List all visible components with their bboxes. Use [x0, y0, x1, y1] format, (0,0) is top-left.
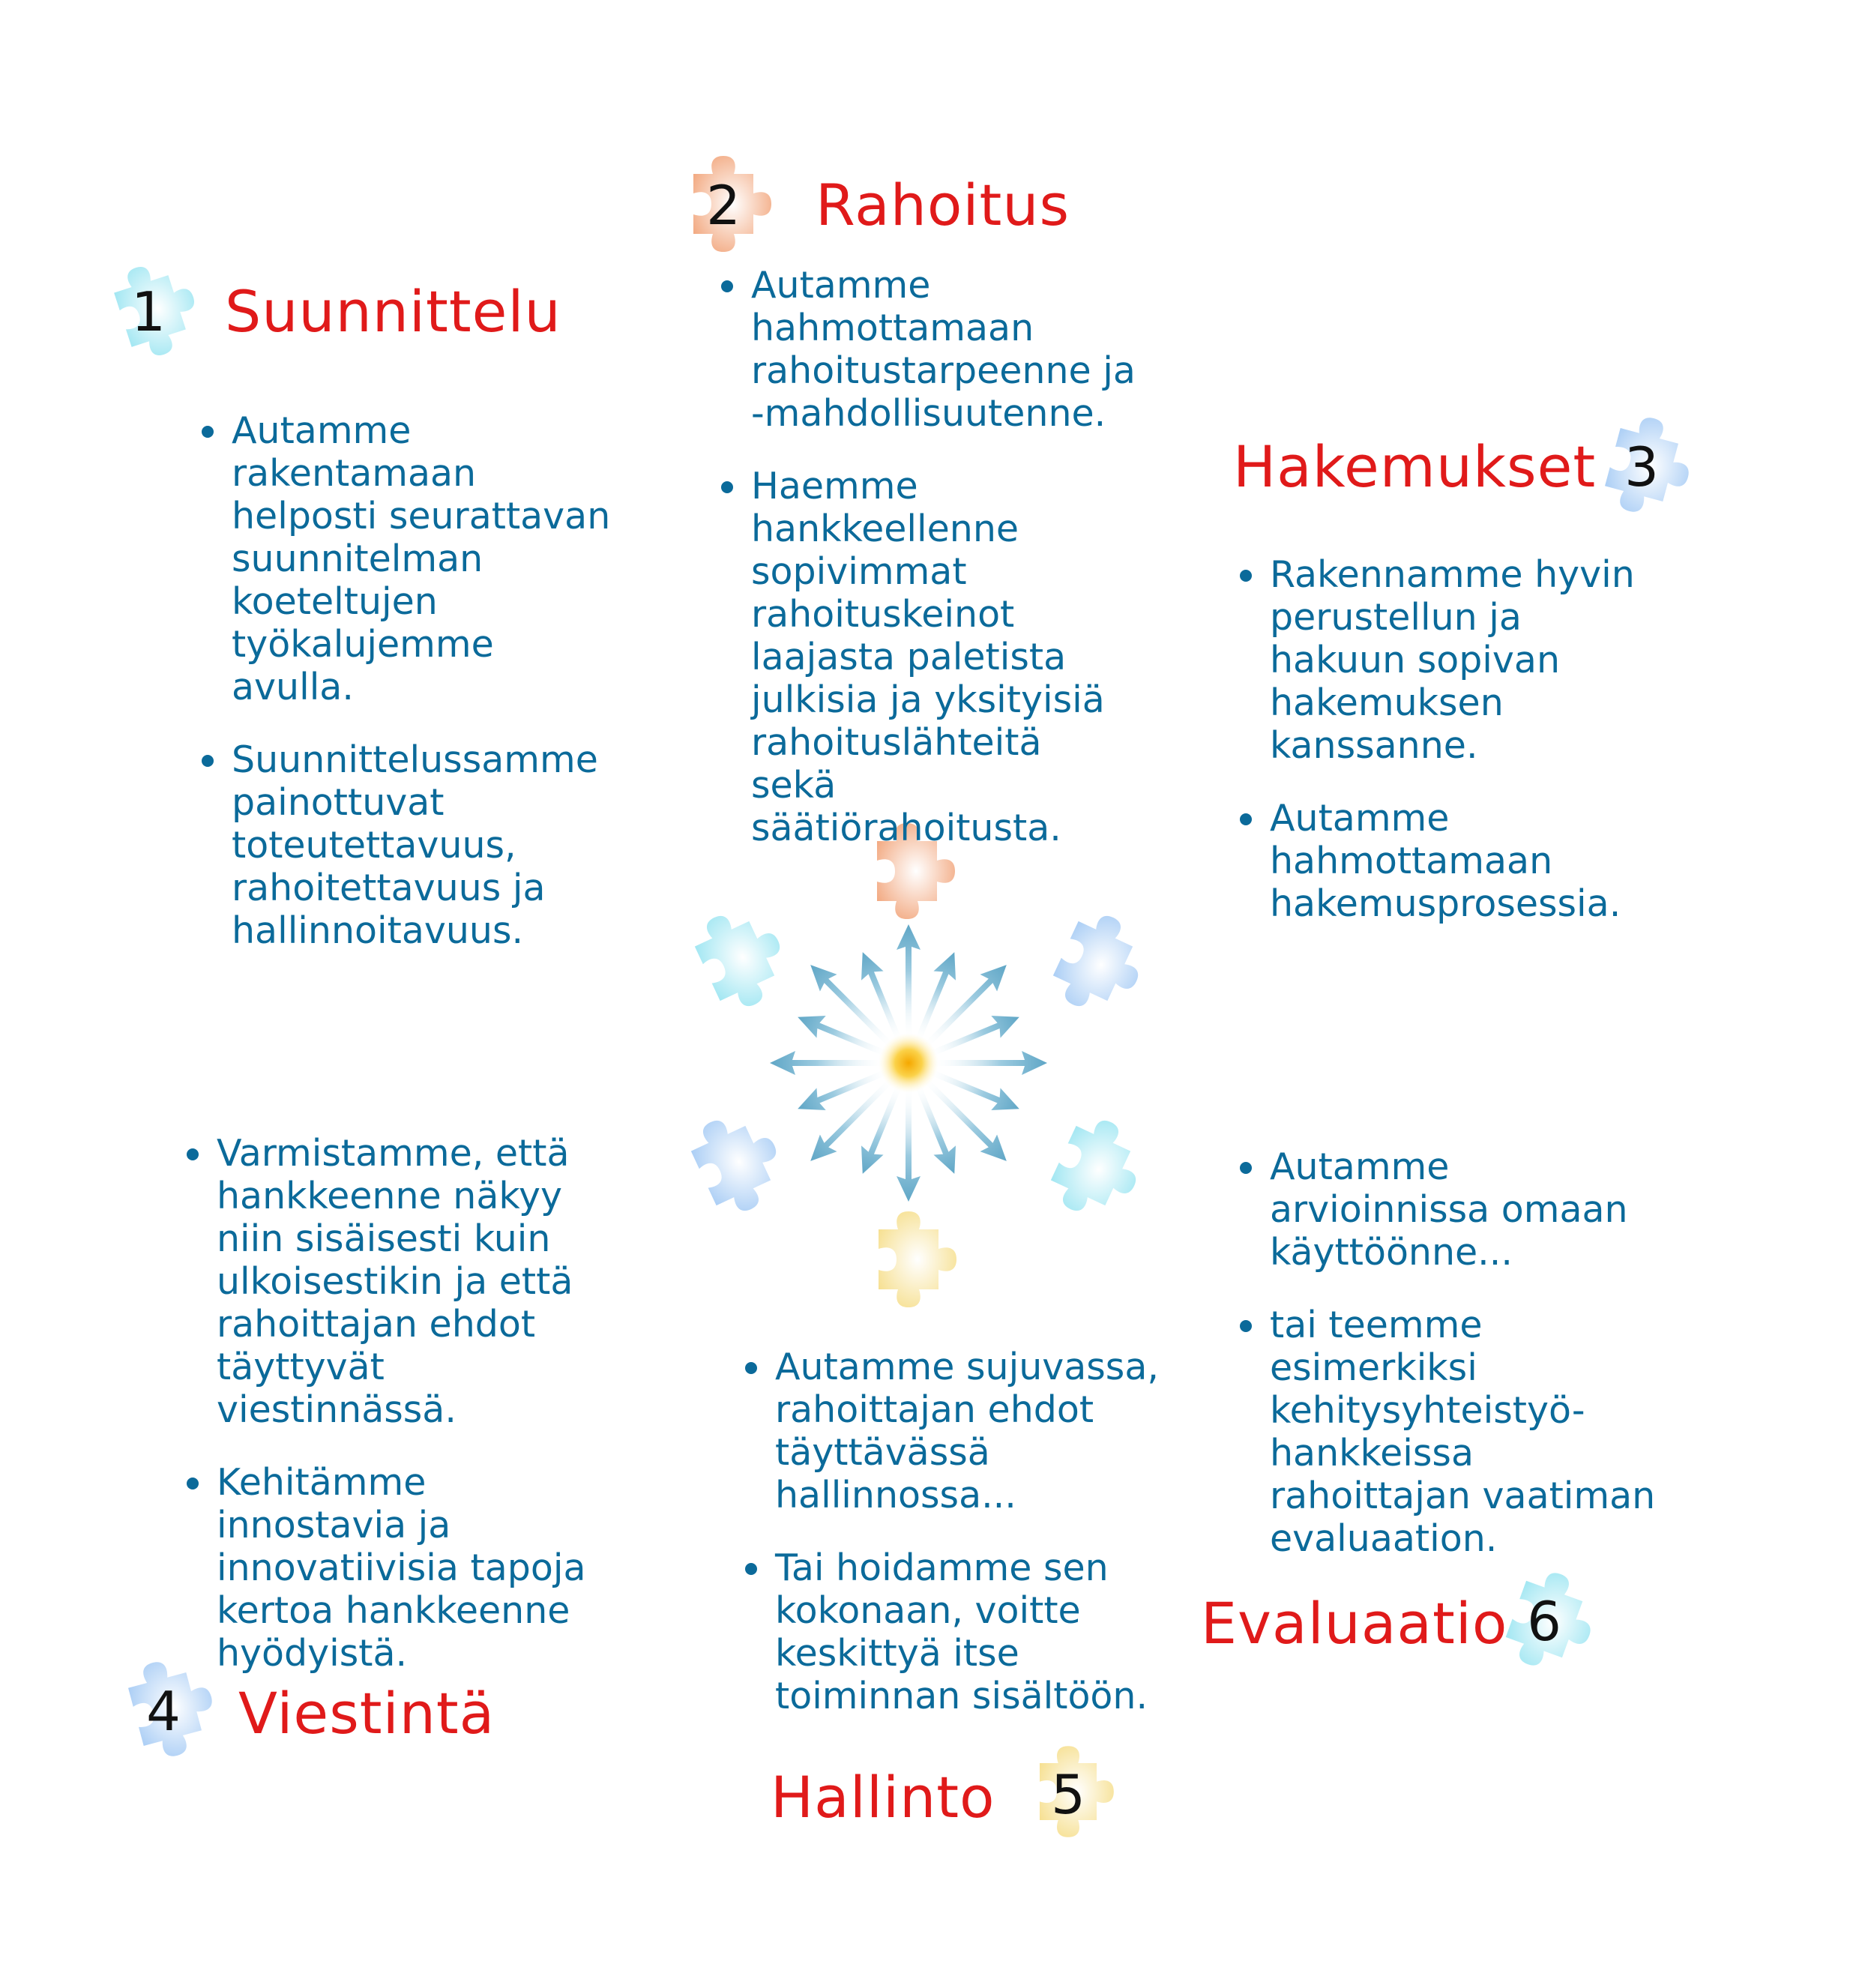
- step-5-text: [742, 1346, 1162, 1747]
- step-4-text: [184, 1132, 618, 1705]
- step-title-suunnittelu: Suunnittelu: [225, 278, 561, 345]
- step-number-3: 3: [1624, 436, 1659, 498]
- step-3-bullet-2: Autamme hahmottamaan hakemusprosessia.: [1237, 797, 1657, 925]
- step-6-text: [1237, 1145, 1672, 1590]
- step-number-1: 1: [131, 280, 166, 343]
- step-6-bullet-2: tai teemme esimerkiksi kehitysyhteistyö-hankkeissa rahoittajan vaatiman evaluaation.: [1237, 1304, 1672, 1560]
- step-title-evaluaatio: Evaluaatio: [1201, 1590, 1508, 1657]
- step-1-text: [199, 409, 618, 982]
- puzzle-piece-icon: [1043, 1109, 1154, 1229]
- step-2-text: [718, 264, 1138, 879]
- step-number-2: 2: [706, 174, 741, 237]
- step-title-rahoitus: Rahoitus: [816, 172, 1070, 238]
- puzzle-piece-icon: [879, 1211, 956, 1307]
- step-title-hallinto: Hallinto: [771, 1764, 995, 1831]
- step-5-bullet-2: Tai hoidamme sen kokonaan, voitte keskittyä itse toiminnan sisältöön.: [742, 1546, 1162, 1717]
- step-number-6: 6: [1527, 1590, 1561, 1653]
- arrow-burst-icon: [766, 921, 1051, 1205]
- step-2-bullet-2: Haemme hankkeellenne sopivimmat rahoituskeinot laajasta paletista julkisia ja yksityisiä rahoituslähteitä sekä säätiörahoitusta.: [718, 465, 1138, 849]
- step-3-text: [1237, 553, 1657, 955]
- puzzle-piece-icon: [684, 1102, 795, 1222]
- step-6-bullet-1: Autamme arvioinnissa omaan käyttöönne...: [1237, 1145, 1672, 1274]
- step-4-bullet-2: Kehitämme innostavia ja innovatiivisia tapoja kertoa hankkeenne hyödyistä.: [184, 1461, 618, 1675]
- step-title-hakemukset: Hakemukset: [1233, 433, 1597, 500]
- step-number-5: 5: [1051, 1763, 1085, 1826]
- step-number-4: 4: [146, 1680, 181, 1743]
- step-2-bullet-1: Autamme hahmottamaan rahoitustarpeenne ja -mahdollisuutenne.: [718, 264, 1138, 435]
- step-1-bullet-1: Autamme rakentamaan helposti seurattavan suunnitelman koeteltujen työkalujemme avulla.: [199, 409, 618, 708]
- step-4-bullet-1: Varmistamme, että hankkeenne näkyy niin sisäisesti kuin ulkoisestikin ja että rahoittajan ehdot täyttyvät viestinnässä.: [184, 1132, 618, 1431]
- puzzle-piece-icon: [1046, 905, 1157, 1025]
- step-1-bullet-2: Suunnittelussamme painottuvat toteutettavuus, rahoitettavuus ja hallinnoitavuus.: [199, 738, 618, 952]
- step-title-viestinta: Viestintä: [238, 1680, 495, 1747]
- step-5-bullet-1: Autamme sujuvassa, rahoittajan ehdot täyttävässä hallinnossa...: [742, 1346, 1162, 1516]
- step-3-bullet-1: Rakennamme hyvin perustellun ja hakuun sopivan hakemuksen kanssanne.: [1237, 553, 1657, 767]
